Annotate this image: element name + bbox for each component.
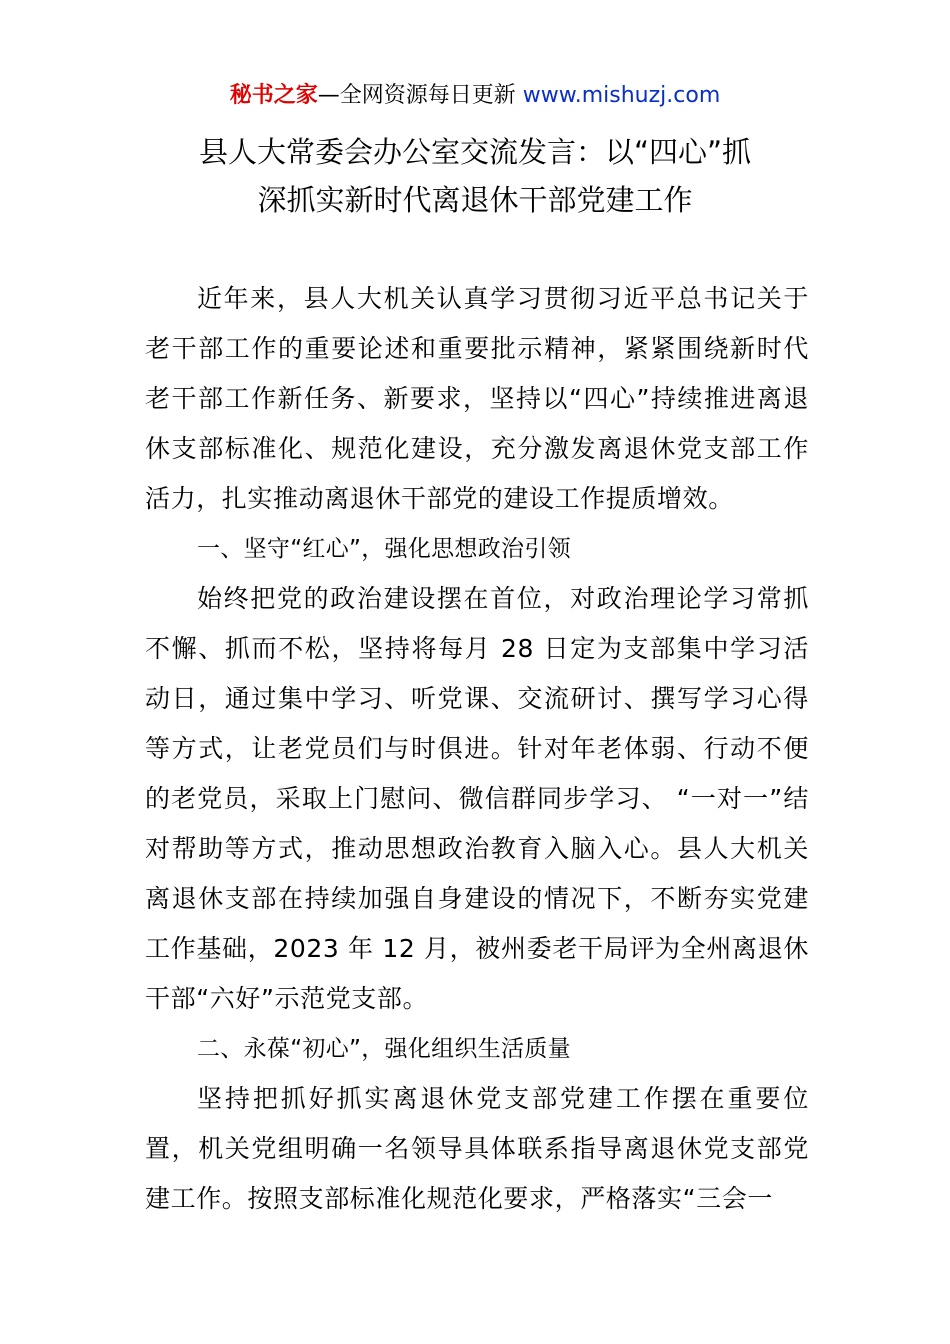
title-line-2: 深抓实新时代离退休干部党建工作 bbox=[257, 183, 693, 217]
document-body bbox=[145, 274, 809, 1224]
site-header bbox=[0, 80, 950, 112]
title-line-1: 县人大常委会办公室交流发言：以“四心”抓 bbox=[198, 135, 752, 169]
document-title bbox=[100, 128, 850, 224]
section-2-paragraph: 坚持把抓好抓实离退休党支部党建工作摆在重要位置，机关党组明确一名领导具体联系指导离退休党支部党建工作。按照支部标准化规范化要求，严格落实“三会一 bbox=[145, 1084, 809, 1213]
section-1-heading: 一、坚守“红心”，强化思想政治引领 bbox=[197, 536, 571, 562]
section-2-heading: 二、永葆“初心”，强化组织生活质量 bbox=[197, 1036, 571, 1062]
site-url-link[interactable]: www.mishuzj.com bbox=[522, 83, 721, 108]
site-tagline: —全网资源每日更新 bbox=[317, 83, 523, 108]
site-brand: 秘书之家 bbox=[229, 83, 318, 108]
intro-paragraph: 近年来，县人大机关认真学习贯彻习近平总书记关于老干部工作的重要论述和重要批示精神，紧紧围绕新时代老干部工作新任务、新要求，坚持以“四心”持续推进离退休支部标准化、规范化建设，充分激发离退休党支部工作活力，扎实推动离退休干部党的建设工作提质增效。 bbox=[145, 284, 809, 513]
section-1-paragraph: 始终把党的政治建设摆在首位，对政治理论学习常抓不懈、抓而不松，坚持将每月 28 日定为支部集中学习活动日，通过集中学习、听党课、交流研讨、撰写学习心得等方式，让老党员们与时俱进。针对年老体弱、行动不便的老党员，采取上门慰问、微信群同步学习、 “一对一”结对帮助等方式，推动思想政治教育入脑入心。县人大机关离退休支部在持续加强自身建设的情况下，不断夯实党建工作基础，2023 年 12 月，被州委老干局评为全州离退休干部“六好”示范党支部。 bbox=[145, 584, 809, 1013]
